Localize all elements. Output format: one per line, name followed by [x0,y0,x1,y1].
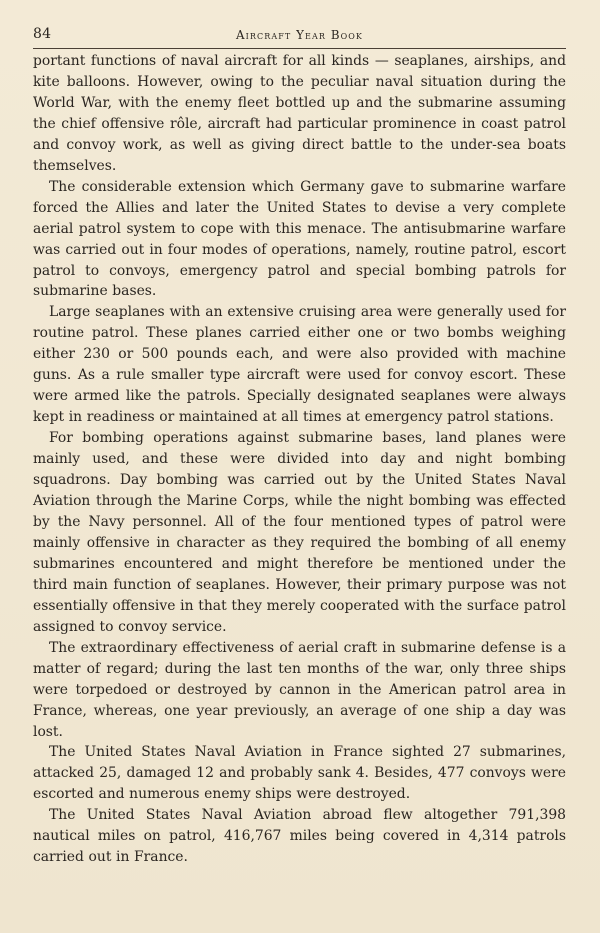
paragraph: The considerable extension which Germany gave to submarine warfare forced the Allies and later the United States to devise a very complete aerial patrol system to cope with this menace. The antisubmarine warfare was carried out in four modes of operations, namely, routine patrol, escort patrol to convoys, emergency patrol and special bombing patrols for submarine bases. [33,178,566,300]
running-title: Aircraft Year Book [235,28,363,42]
page-number: 84 [33,26,52,42]
paragraph: The United States Naval Aviation in France sighted 27 submarines, attacked 25, damaged 12 and probably sank 4. Besides, 477 convoys were escorted and numerous enemy ships were destroyed. [33,744,566,803]
body-text [33,51,566,868]
running-header [33,22,566,49]
paragraph: The extraordinary effectiveness of aerial craft in submarine defense is a matter of regard; during the last ten months of the war, only three ships were torpedoed or destroyed by cannon in the American patrol area in France, whereas, one year previously, an average of one ship a day was lost. [33,639,566,740]
paragraph-continued: portant functions of naval aircraft for all kinds — seaplanes, airships, and kite balloons. However, owing to the peculiar naval situation during the World War, with the enemy fleet bottled up and the submarine assuming the chief offensive rôle, aircraft had particular prominence in coast patrol and convoy work, as well as giving direct battle to the under-sea boats themselves. [33,53,566,174]
paragraph: For bombing operations against submarine bases, land planes were mainly used, and these were divided into day and night bombing squadrons. Day bombing was carried out by the United States Naval Aviation through the Marine Corps, while the night bombing was effected by the Navy personnel. All of the four mentioned types of patrol were mainly offensive in character as they required the bombing of all enemy submarines encountered and might therefore be mentioned under the third main function of seaplanes. However, their primary purpose was not essentially offensive in that they merely cooperated with the surface patrol assigned to convoy service. [33,430,566,635]
paragraph: The United States Naval Aviation abroad flew altogether 791,398 nautical miles on patrol, 416,767 miles being covered in 4,314 patrols carried out in France. [33,807,566,866]
paragraph: Large seaplanes with an extensive cruising area were generally used for routine patrol. These planes carried either one or two bombs weighing either 230 or 500 pounds each, and were also provided with machine guns. As a rule smaller type aircraft were used for convoy escort. These were armed like the patrols. Specially designated seaplanes were always kept in readiness or maintained at all times at emergency patrol stations. [33,304,566,426]
